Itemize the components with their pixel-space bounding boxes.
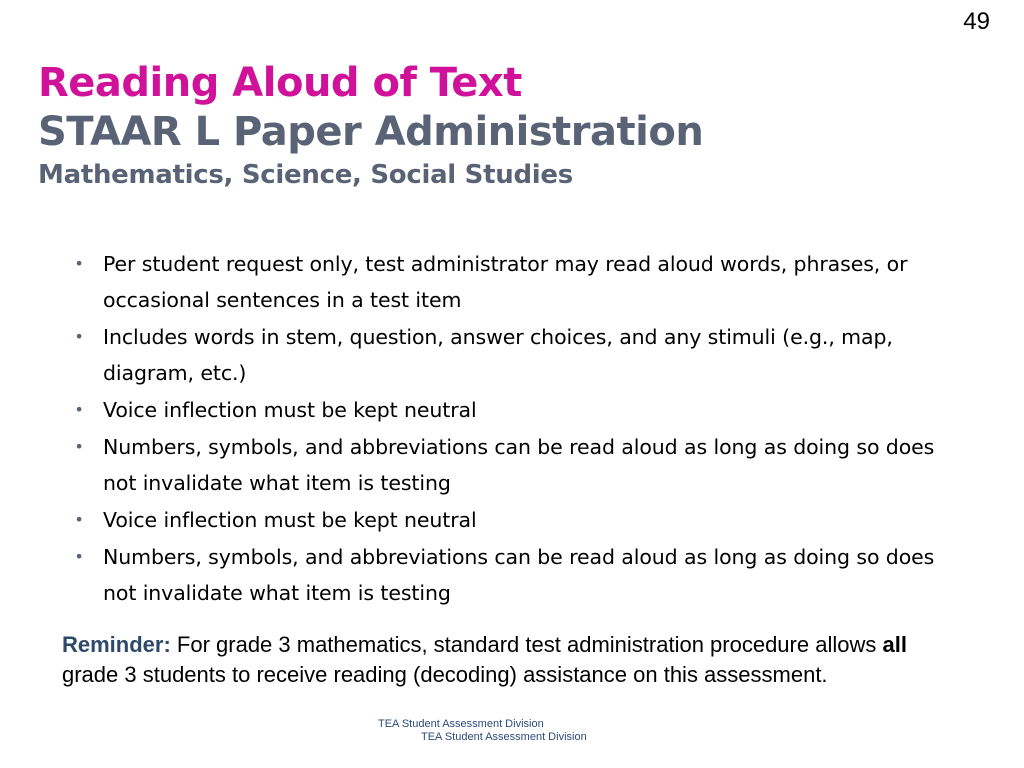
list-item: [72, 539, 952, 611]
slide-number: 49: [963, 8, 990, 35]
bullet-text: Voice inflection must be kept neutral: [103, 398, 477, 422]
reminder-note: [62, 630, 952, 690]
reminder-text-after: grade 3 students to receive reading (decoding) assistance on this assessment.: [62, 662, 828, 687]
footer-text-secondary: TEA Student Assessment Division: [421, 731, 587, 743]
reminder-label: Reminder:: [62, 632, 171, 657]
bullet-icon: •: [74, 510, 84, 529]
bullet-text: Voice inflection must be kept neutral: [103, 508, 477, 532]
list-item: [72, 392, 952, 428]
bullet-icon: •: [74, 400, 84, 419]
bullet-icon: •: [74, 254, 84, 273]
bullet-text: Includes words in stem, question, answer choices, and any stimuli (e.g., map, diagram, etc.): [103, 325, 893, 385]
list-item: [72, 429, 952, 501]
list-item: [72, 246, 952, 318]
bullet-text: Per student request only, test administrator may read aloud words, phrases, or occasional sentences in a test item: [103, 252, 908, 312]
bullet-icon: •: [74, 437, 84, 456]
bullet-text: Numbers, symbols, and abbreviations can be read aloud as long as doing so does not invalidate what item is testing: [103, 545, 935, 605]
subjects-heading: Mathematics, Science, Social Studies: [38, 160, 573, 190]
page-title: Reading Aloud of Text: [38, 60, 522, 106]
bullet-text: Numbers, symbols, and abbreviations can be read aloud as long as doing so does not invalidate what item is testing: [103, 435, 935, 495]
reminder-text-before: For grade 3 mathematics, standard test administration procedure allows: [170, 632, 883, 657]
list-item: [72, 502, 952, 538]
title-block: [38, 58, 998, 194]
list-item: [72, 319, 952, 391]
bullet-list: [72, 246, 952, 612]
bullet-icon: •: [74, 547, 84, 566]
footer-text: TEA Student Assessment Division: [378, 718, 544, 730]
page-subtitle: STAAR L Paper Administration: [38, 109, 704, 155]
bullet-icon: •: [74, 327, 84, 346]
reminder-emphasis: all: [882, 632, 907, 657]
